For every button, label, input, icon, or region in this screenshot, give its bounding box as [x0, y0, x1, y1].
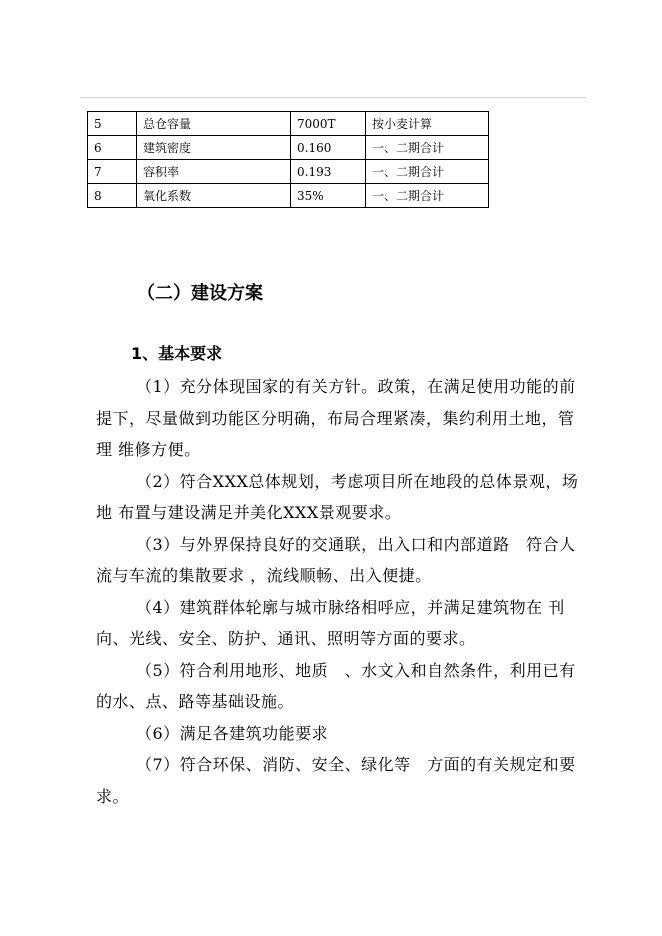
table-cell: 容积率 — [137, 160, 291, 184]
table-row — [88, 112, 489, 136]
table-cell: 7 — [88, 160, 137, 184]
paragraph: （2）符合XXX总体规划，考虑项目所在地段的总体景观，场地 布置与建设满足并美化XXX景观要求。 — [96, 471, 579, 522]
table-cell: 8 — [88, 184, 137, 208]
table-row — [88, 160, 489, 184]
table-cell: 建筑密度 — [137, 136, 291, 160]
table-cell: 35% — [291, 184, 366, 208]
table-cell: 0.193 — [291, 160, 366, 184]
table-cell: 5 — [88, 112, 137, 136]
table-cell: 一、二期合计 — [366, 160, 489, 184]
table-cell: 0.160 — [291, 136, 366, 160]
table-row — [88, 184, 489, 208]
paragraph: （7）符合环保、消防、安全、绿化等 方面的有关规定和要求。 — [96, 755, 576, 806]
subsection-heading: 1、基本要求 — [131, 344, 223, 363]
table-cell: 7000T — [291, 112, 366, 136]
spec-table — [87, 111, 489, 208]
section-heading: （二）建设方案 — [137, 283, 263, 304]
paragraph: （5）符合利用地形、地质 、水文入和自然条件，利用已有的水、点、路等基础设施。 — [96, 660, 576, 711]
table-cell: 总仓容量 — [137, 112, 291, 136]
paragraph: （6）满足各建筑功能要求 — [136, 723, 329, 743]
paragraph: （4）建筑群体轮廓与城市脉络相呼应，并满足建筑物在 刊向、光线、安全、防护、通讯、照明等方面的要求。 — [96, 597, 565, 648]
table-cell: 一、二期合计 — [366, 184, 489, 208]
table-cell: 6 — [88, 136, 137, 160]
table-cell: 氧化系数 — [137, 184, 291, 208]
table-cell: 一、二期合计 — [366, 136, 489, 160]
header-rule — [80, 97, 586, 98]
requirements-body — [96, 371, 586, 812]
paragraph: （1）充分体现国家的有关方针。政策，在满足使用功能的前提下，尽量做到功能区分明确，布局合理紧凑，集约利用土地，管理 维修方便。 — [96, 377, 576, 459]
table-cell: 按小麦计算 — [366, 112, 489, 136]
paragraph: （3）与外界保持良好的交通联，出入口和内部道路 符合人流与车流的集散要求 ，流线顺畅、出入便捷。 — [96, 534, 576, 585]
table-row — [88, 136, 489, 160]
